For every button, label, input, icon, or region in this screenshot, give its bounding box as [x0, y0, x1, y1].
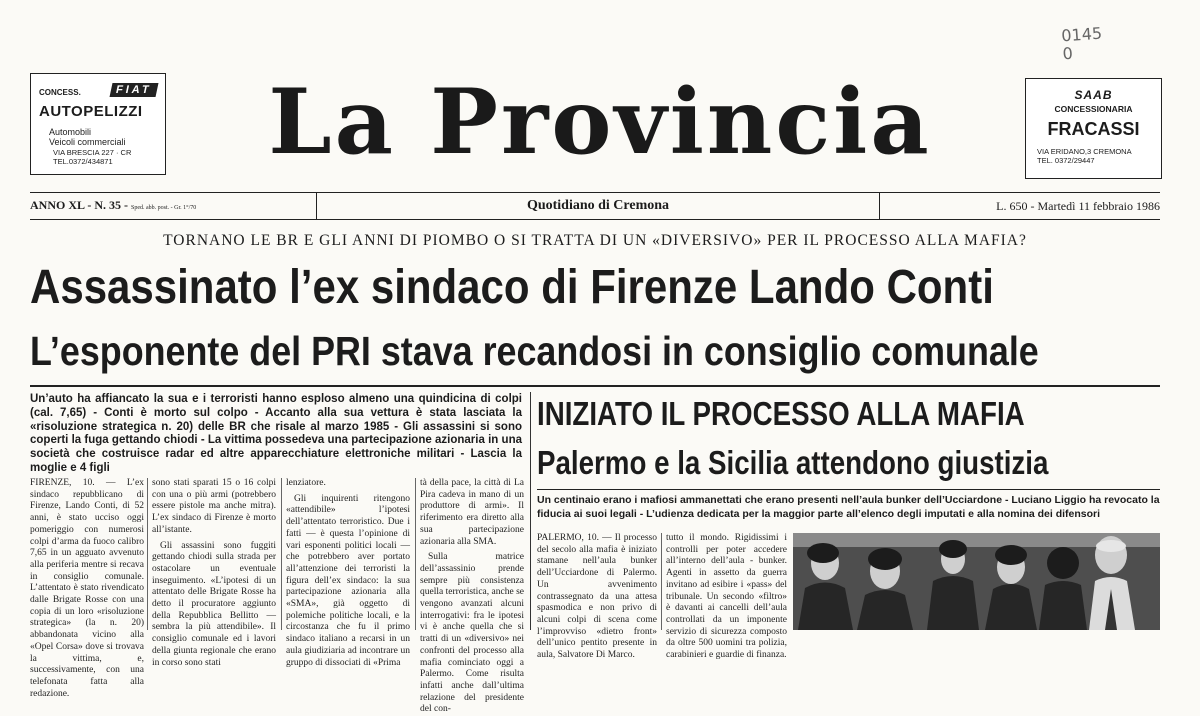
paragraph: sono stati sparati 15 o 16 colpi con una o più armi (potrebbero essere pistole ma anche mitra). L’ex sindaco di Firenze è morto all’istante.: [152, 478, 276, 535]
saab-logo: SAAB: [1074, 88, 1113, 102]
left-story-subhead: Un’auto ha affiancato la sua e i terroristi hanno esploso almeno una quindicina di colpi (cal. 7,65) - Conti è morto sul colpo - Accanto alla sua vettura è stata lasciata la «risoluzione strategica n. 20) delle BR che risale al marzo 1985 - Gli assassini si sono coperti la fuga gettando chiodi - La vittima possedeva una partecipazione azionaria in una società che costruisce radar ed altre apparecchiature elettroniche militari - Lascia la moglie e 4 figli: [30, 393, 522, 474]
fiat-logo: FIAT: [110, 83, 159, 97]
mafia-trial-subhead: Un centinaio erano i mafiosi ammanettati che erano presenti nell’aula bunker dell’Ucciardone - Luciano Liggio ha revocato la fiducia ai suoi legali - L’udienza dedicata per la maggior parte all’elenco degli imputati e alla nomina dei difensori: [537, 494, 1160, 520]
column-divider: [661, 533, 662, 630]
mafia-trial-headline[interactable]: INIZIATO IL PROCESSO ALLA MAFIA: [537, 395, 1025, 432]
courtroom-photo[interactable]: [793, 533, 1160, 630]
column-divider: [415, 478, 416, 630]
headline-divider: [30, 385, 1160, 387]
paragraph: Gli assassini sono fuggiti gettando chiodi sulla strada per ostacolare un eventuale inseguimento. «L’ipotesi di un attentato delle Brigate Rosse ha detto il procuratore aggiunto della Repubblica Bellitto — sembra la più attendibile». Il consiglio comunale ed i lavori della giunta regionale che erano in corso sono stati: [152, 540, 276, 668]
kicker-line: TORNANO LE BR E GLI ANNI DI PIOMBO O SI TRATTA DI UN «DIVERSIVO» PER IL PROCESSO ALLA MAFIA?: [163, 232, 1027, 249]
ad-dealer-address: VIA ERIDANO,3 CREMONA TEL. 0372/29447: [1037, 147, 1132, 165]
handwritten-note: 0145 0: [1060, 23, 1103, 64]
newspaper-subtitle: Quotidiano di Cremona: [316, 193, 880, 219]
postal-info: Sped. abb. post. - Gr. 1°/70: [131, 205, 197, 211]
ad-dealer-address: VIA BRESCIA 227 · CR TEL.0372/434871: [53, 148, 132, 166]
ad-dealer-name: AUTOPELIZZI: [39, 103, 143, 120]
ad-autopelizzi[interactable]: [30, 73, 166, 175]
story-divider: [530, 392, 531, 630]
ad-concess-label: CONCESS.: [39, 88, 81, 97]
paragraph: Sulla matrice dell’assassinio prende sempre più consistenza quella terroristica, anche se vengono avanzati alcuni interrogativi: fra le ipotesi vi è anche quella che si tratti di un «diversivo» nei confronti del processo alla mafia cominciato oggi a Palermo. Come risulta infatti anche dall’ultima relazione del presidente del con-: [420, 552, 524, 715]
paragraph: lenziatore.: [286, 478, 326, 488]
issue-number: ANNO XL - N. 35 - Sped. abb. post. - Gr. 1°/70: [30, 198, 197, 212]
paragraph: PALERMO, 10. — Il processo del secolo alla mafia è iniziato stamane nell’aula bunker dell’Ucciardone di Palermo. Un avvenimento contrassegnato da una attesa spasmodica e non privo di alcuni colpi di scena come l’improvviso «dietro front» dell’unico pentito presente in aula, Salvatore Di Marco.: [537, 533, 657, 661]
ad-dealer-type: CONCESSIONARIA: [1054, 104, 1133, 114]
mafia-trial-subheadline[interactable]: Palermo e la Sicilia attendono giustizia: [537, 444, 1049, 481]
issue-info-bar: [30, 192, 1160, 220]
ad-dealer-name: FRACASSI: [1047, 119, 1140, 139]
right-story-column-1: [537, 533, 657, 661]
right-story-column-2: [666, 533, 787, 661]
courtroom-photo-image: [793, 533, 1160, 630]
right-story-divider: [537, 489, 1160, 490]
column-divider: [147, 478, 148, 630]
left-story-column-3: [286, 478, 410, 668]
issue-price-date: L. 650 - Martedì 11 febbraio 1986: [996, 199, 1160, 213]
paragraph: tà della pace, la città di La Pira cadeva in mano di un produttore di armi». Il riferimento era diretto alla sua partecipazione azionaria alla SMA.: [420, 478, 524, 547]
paragraph: FIRENZE, 10. — L’ex sindaco repubblicano di Firenze, Lando Conti, di 52 anni, è stato ucciso oggi pomeriggio con numerosi colpi d’arma da fuoco calibro 7,65 in un agguato avvenuto alla periferia mentre si recava in consiglio comunale. L’attentato è stato rivendicato dalle Brigate Rosse con una copia di un loro «risoluzione strategica» (la n. 20) abbandonata vicino alla «Opel Corsa» dove si trovava la vittima, e, successivamente, con una telefonata fatta alla redazione.: [30, 478, 144, 699]
paragraph: tutto il mondo. Rigidissimi i controlli per poter accedere all’interno dell’aula - bunker. Agenti in assetto da guerra invitano ad esibire i «pass» del tribunale. Un secondo «filtro» è davanti ai cancelli dell’aula controllati da un imponente servizio di sicurezza composto da oltre 500 uomini tra polizia, carabinieri e guardie di finanza.: [666, 533, 787, 661]
newspaper-title[interactable]: La Provincia: [268, 69, 932, 175]
column-divider: [281, 478, 282, 630]
paragraph: Gli inquirenti ritengono «attendibile» l’ipotesi dell’attentato terroristico. Due i fatti — è questa l’opinione di vari esponenti politici locali — che potrebbero aver portato all’attenzione dei terroristi la figura dell’ex sindaco: la sua partecipazione azionaria alla «SMA», già oggetto di polemiche politiche locali, e la circostanza che fu il primo sindaco italiano a recarsi in un aula giudiziaria ad incontrare un gruppo di dissociati di «Prima: [286, 493, 410, 668]
ad-dealer-description: Automobili Veicoli commerciali: [49, 127, 126, 147]
ad-fracassi[interactable]: [1025, 78, 1162, 179]
left-story-column-2: [152, 478, 276, 668]
main-headline[interactable]: Assassinato l’ex sindaco di Firenze Lando Conti: [30, 261, 994, 314]
left-story-column-1: [30, 478, 144, 699]
left-story-column-4: [420, 478, 524, 715]
main-subheadline[interactable]: L’esponente del PRI stava recandosi in consiglio comunale: [30, 328, 1039, 374]
